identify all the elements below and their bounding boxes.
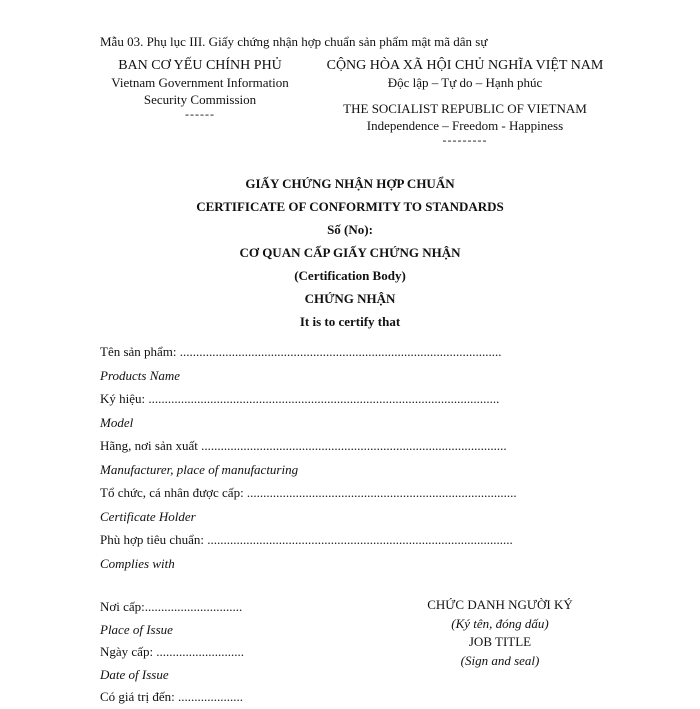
field-place-of-issue-en: Place of Issue [100, 621, 173, 637]
field-manufacturer-en: Manufacturer, place of manufacturing [100, 461, 299, 477]
field-holder-en: Certificate Holder [100, 508, 196, 524]
republic-name-en: THE SOCIALIST REPUBLIC OF VIETNAM [343, 101, 587, 116]
issue-fields [100, 596, 244, 709]
signer-note-en: (Sign and seal) [460, 652, 540, 668]
field-date-of-issue-en: Date of Issue [100, 666, 169, 682]
agency-name-vn: BAN CƠ YẾU CHÍNH PHỦ [118, 58, 282, 73]
certificate-heading [0, 172, 700, 333]
issuing-agency [100, 57, 300, 120]
motto-vn: Độc lập – Tự do – Hạnh phúc [387, 75, 543, 90]
field-model: Ký hiệu: ............................................................................................................ [100, 391, 500, 406]
certify-vn: CHỨNG NHẬN [304, 291, 396, 306]
signer-title-vn: CHỨC DANH NGƯỜI KÝ [427, 597, 573, 612]
republic-separator: --------- [442, 133, 488, 147]
certificate-title-en: CERTIFICATE OF CONFORMITY TO STANDARDS [196, 199, 504, 214]
field-product-name-en: Products Name [100, 367, 181, 383]
republic-name-vn: CỘNG HÒA XÃ HỘI CHỦ NGHĨA VIỆT NAM [326, 58, 604, 73]
certification-body-vn: CƠ QUAN CẤP GIẤY CHỨNG NHẬN [239, 245, 461, 260]
agency-separator: ------ [185, 107, 215, 121]
field-manufacturer: Hãng, nơi sản xuất .............................................................................................. [100, 438, 507, 453]
motto-en: Independence – Freedom - Happiness [366, 118, 564, 133]
signature-block [400, 596, 600, 670]
field-standard-en: Complies with [100, 555, 175, 571]
signer-title-en: JOB TITLE [468, 634, 532, 649]
agency-name-en-1: Vietnam Government Information [111, 75, 289, 90]
certificate-number: Số (No): [327, 222, 373, 237]
field-holder: Tổ chức, cá nhân được cấp: ................................................................................... [100, 485, 517, 500]
agency-name-en-2: Security Commission [143, 92, 257, 107]
field-standard: Phù hợp tiêu chuẩn: .............................................................................................. [100, 532, 513, 547]
certificate-title-vn: GIẤY CHỨNG NHẬN HỢP CHUẨN [245, 176, 455, 191]
certification-body-en: (Certification Body) [294, 268, 406, 283]
certify-en: It is to certify that [299, 314, 401, 329]
field-model-en: Model [100, 414, 134, 430]
field-product-name: Tên sản phẩm: ................................................................................................... [100, 344, 502, 359]
signer-note-vn: (Ký tên, đóng dấu) [451, 615, 549, 631]
product-fields [100, 340, 517, 575]
field-valid-until: Có giá trị đến: .................... [100, 689, 243, 705]
national-header [320, 57, 610, 146]
form-reference: Mẫu 03. Phụ lục III. Giấy chứng nhận hợp chuẩn sản phẩm mật mã dân sự [100, 34, 488, 49]
field-date-of-issue: Ngày cấp: ........................... [100, 644, 245, 660]
field-place-of-issue: Nơi cấp:.............................. [100, 599, 243, 614]
